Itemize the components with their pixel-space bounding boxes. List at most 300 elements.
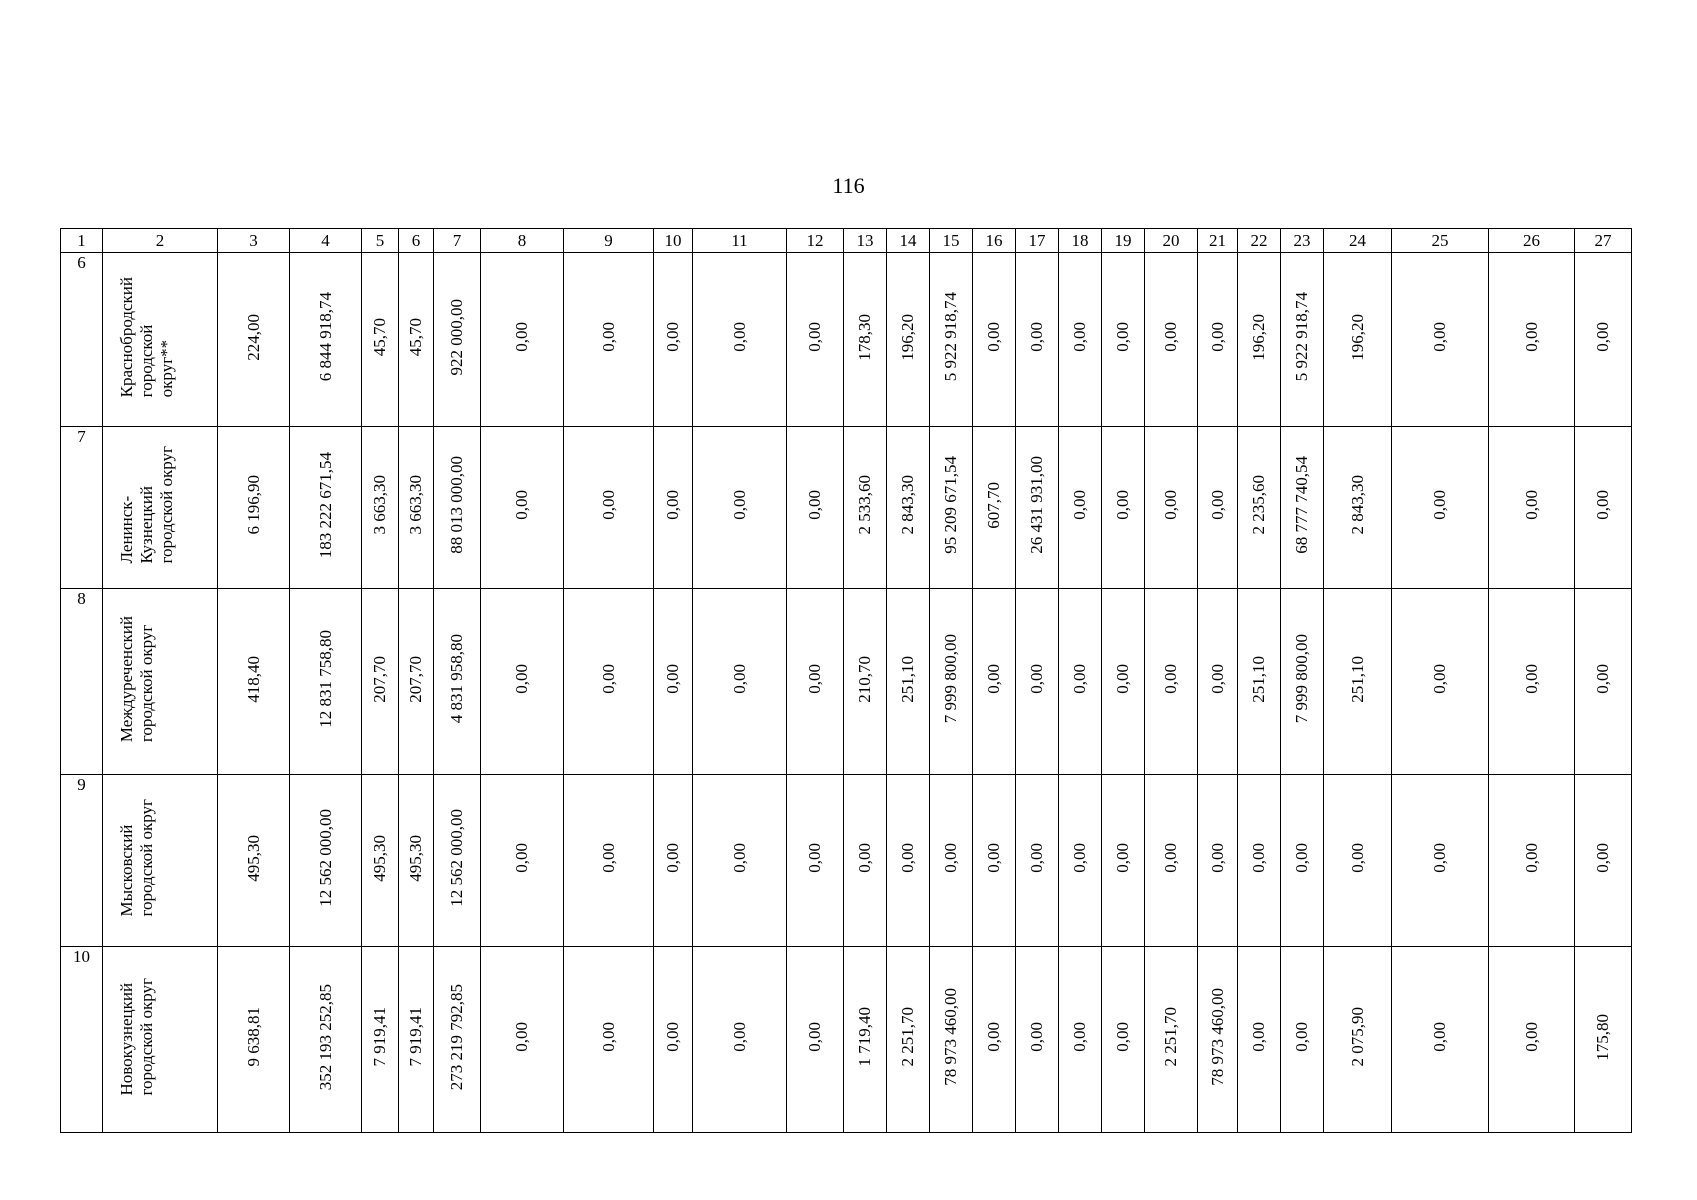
value-cell-col-11 — [693, 589, 787, 775]
value-cell-col-24 — [1324, 589, 1392, 775]
value-cell-col-22 — [1238, 427, 1281, 589]
value-cell-col-23 — [1281, 947, 1324, 1133]
municipality-name-cell — [103, 589, 218, 775]
cell-value: 0,00 — [729, 322, 749, 352]
value-cell-col-20 — [1145, 427, 1198, 589]
row-number: 8 — [61, 589, 103, 775]
cell-value: 0,00 — [1207, 490, 1227, 520]
cell-value: 88 013 000,00 — [447, 456, 466, 554]
value-cell-col-21 — [1198, 589, 1238, 775]
cell-value: 26 431 931,00 — [1027, 456, 1046, 554]
cell-value: 0,00 — [1161, 664, 1180, 694]
value-cell-col-6 — [399, 775, 434, 947]
cell-value: 12 562 000,00 — [447, 809, 466, 907]
cell-value: 2 533,60 — [855, 475, 874, 535]
cell-value: 0,00 — [1593, 490, 1612, 520]
cell-value: 0,00 — [1430, 1022, 1449, 1052]
municipality-name-cell — [103, 947, 218, 1133]
cell-value: 0,00 — [1430, 843, 1449, 873]
value-cell-col-14 — [887, 427, 930, 589]
table-body — [61, 229, 1632, 1133]
cell-value: 495,30 — [370, 834, 389, 882]
cell-value: 0,00 — [663, 1022, 682, 1052]
cell-value: 2 251,70 — [1161, 1007, 1180, 1067]
cell-value: 178,30 — [855, 313, 874, 361]
cell-value: 0,00 — [1430, 664, 1449, 694]
value-cell-col-20 — [1145, 775, 1198, 947]
cell-value: 0,00 — [512, 490, 531, 520]
column-number-22: 22 — [1238, 229, 1281, 253]
cell-value: 0,00 — [598, 664, 618, 694]
value-cell-col-7 — [434, 775, 481, 947]
cell-value: 0,00 — [805, 322, 824, 352]
value-cell-col-19 — [1102, 947, 1145, 1133]
cell-value: 196,20 — [1347, 313, 1367, 361]
cell-value: 0,00 — [598, 843, 618, 873]
cell-value: 418,40 — [243, 655, 263, 703]
column-number-16: 16 — [973, 229, 1016, 253]
value-cell-col-7 — [434, 947, 481, 1133]
value-cell-col-21 — [1198, 947, 1238, 1133]
value-cell-col-22 — [1238, 947, 1281, 1133]
value-cell-col-16 — [973, 589, 1016, 775]
value-cell-col-18 — [1059, 427, 1102, 589]
cell-value: 78 973 460,00 — [1207, 988, 1227, 1086]
cell-value: 0,00 — [512, 664, 531, 694]
value-cell-col-18 — [1059, 775, 1102, 947]
value-cell-col-19 — [1102, 427, 1145, 589]
value-cell-col-12 — [787, 589, 844, 775]
cell-value: 251,10 — [898, 655, 917, 703]
value-cell-col-11 — [693, 427, 787, 589]
column-number-24: 24 — [1324, 229, 1392, 253]
column-number-3: 3 — [218, 229, 290, 253]
cell-value: 78 973 460,00 — [941, 988, 960, 1086]
column-number-18: 18 — [1059, 229, 1102, 253]
value-cell-col-11 — [693, 775, 787, 947]
cell-value: 0,00 — [941, 843, 960, 873]
value-cell-col-26 — [1489, 253, 1575, 427]
value-cell-col-9 — [564, 427, 654, 589]
value-cell-col-12 — [787, 427, 844, 589]
value-cell-col-8 — [481, 253, 564, 427]
value-cell-col-26 — [1489, 589, 1575, 775]
cell-value: 207,70 — [406, 655, 425, 703]
value-cell-col-13 — [844, 589, 887, 775]
row-number: 6 — [61, 253, 103, 427]
value-cell-col-26 — [1489, 947, 1575, 1133]
value-cell-col-11 — [693, 947, 787, 1133]
cell-value: 0,00 — [1113, 664, 1132, 694]
cell-value: 0,00 — [805, 664, 824, 694]
value-cell-col-3 — [218, 775, 290, 947]
column-number-12: 12 — [787, 229, 844, 253]
cell-value: 0,00 — [1027, 1022, 1046, 1052]
cell-value: 0,00 — [1249, 1022, 1268, 1052]
cell-value: 0,00 — [1161, 322, 1180, 352]
cell-value: 6 844 918,74 — [315, 292, 335, 382]
value-cell-col-17 — [1016, 253, 1059, 427]
value-cell-col-27 — [1575, 427, 1632, 589]
municipality-name: Междуреченский городской округ — [117, 615, 156, 743]
cell-value: 2 251,70 — [898, 1007, 917, 1067]
cell-value: 0,00 — [1292, 1022, 1311, 1052]
column-number-17: 17 — [1016, 229, 1059, 253]
cell-value: 0,00 — [1070, 843, 1089, 873]
value-cell-col-23 — [1281, 427, 1324, 589]
value-cell-col-5 — [362, 947, 399, 1133]
value-cell-col-27 — [1575, 253, 1632, 427]
cell-value: 0,00 — [1027, 843, 1046, 873]
value-cell-col-13 — [844, 947, 887, 1133]
cell-value: 196,20 — [898, 313, 917, 361]
value-cell-col-17 — [1016, 427, 1059, 589]
row-number: 9 — [61, 775, 103, 947]
value-cell-col-9 — [564, 589, 654, 775]
value-cell-col-25 — [1392, 589, 1489, 775]
page-number: 116 — [832, 173, 865, 198]
value-cell-col-20 — [1145, 589, 1198, 775]
value-cell-col-15 — [930, 775, 973, 947]
value-cell-col-22 — [1238, 589, 1281, 775]
table-row — [61, 589, 1632, 775]
column-number-10: 10 — [654, 229, 693, 253]
value-cell-col-9 — [564, 253, 654, 427]
cell-value: 3 663,30 — [370, 475, 389, 535]
cell-value: 0,00 — [1027, 322, 1046, 352]
value-cell-col-23 — [1281, 589, 1324, 775]
value-cell-col-12 — [787, 947, 844, 1133]
cell-value: 0,00 — [1207, 843, 1227, 873]
cell-value: 0,00 — [984, 664, 1003, 694]
value-cell-col-26 — [1489, 427, 1575, 589]
value-cell-col-6 — [399, 253, 434, 427]
cell-value: 45,70 — [406, 317, 425, 357]
cell-value: 0,00 — [663, 843, 682, 873]
value-cell-col-3 — [218, 427, 290, 589]
municipality-name-cell — [103, 253, 218, 427]
cell-value: 0,00 — [663, 490, 682, 520]
cell-value: 0,00 — [855, 843, 874, 873]
cell-value: 251,10 — [1347, 655, 1367, 703]
column-number-4: 4 — [290, 229, 362, 253]
cell-value: 68 777 740,54 — [1292, 456, 1311, 554]
value-cell-col-7 — [434, 589, 481, 775]
cell-value: 2 075,90 — [1347, 1007, 1367, 1067]
column-number-2: 2 — [103, 229, 218, 253]
value-cell-col-25 — [1392, 253, 1489, 427]
cell-value: 0,00 — [1521, 490, 1541, 520]
value-cell-col-22 — [1238, 775, 1281, 947]
cell-value: 0,00 — [1070, 664, 1089, 694]
cell-value: 12 562 000,00 — [315, 809, 335, 907]
value-cell-col-12 — [787, 775, 844, 947]
value-cell-col-9 — [564, 947, 654, 1133]
cell-value: 0,00 — [1593, 322, 1612, 352]
cell-value: 0,00 — [598, 322, 618, 352]
cell-value: 0,00 — [512, 1022, 531, 1052]
cell-value: 12 831 758,80 — [315, 630, 335, 728]
value-cell-col-24 — [1324, 775, 1392, 947]
value-cell-col-6 — [399, 427, 434, 589]
cell-value: 0,00 — [598, 1022, 618, 1052]
cell-value: 5 922 918,74 — [1292, 292, 1311, 382]
value-cell-col-22 — [1238, 253, 1281, 427]
cell-value: 1 719,40 — [855, 1007, 874, 1067]
value-cell-col-3 — [218, 253, 290, 427]
cell-value: 45,70 — [370, 317, 389, 357]
value-cell-col-25 — [1392, 775, 1489, 947]
value-cell-col-23 — [1281, 253, 1324, 427]
cell-value: 207,70 — [370, 655, 389, 703]
value-cell-col-12 — [787, 253, 844, 427]
data-table — [60, 228, 1632, 1133]
cell-value: 0,00 — [729, 664, 749, 694]
municipality-name-cell — [103, 427, 218, 589]
value-cell-col-10 — [654, 589, 693, 775]
cell-value: 273 219 792,85 — [447, 983, 466, 1091]
value-cell-col-9 — [564, 775, 654, 947]
value-cell-col-5 — [362, 589, 399, 775]
cell-value: 0,00 — [1113, 843, 1132, 873]
cell-value: 7 999 800,00 — [1292, 634, 1311, 724]
value-cell-col-4 — [290, 775, 362, 947]
value-cell-col-6 — [399, 589, 434, 775]
column-number-21: 21 — [1198, 229, 1238, 253]
cell-value: 0,00 — [1207, 322, 1227, 352]
value-cell-col-15 — [930, 427, 973, 589]
value-cell-col-5 — [362, 253, 399, 427]
value-cell-col-16 — [973, 947, 1016, 1133]
value-cell-col-5 — [362, 427, 399, 589]
value-cell-col-21 — [1198, 427, 1238, 589]
value-cell-col-7 — [434, 253, 481, 427]
table-row — [61, 947, 1632, 1133]
value-cell-col-13 — [844, 253, 887, 427]
cell-value: 0,00 — [984, 322, 1003, 352]
value-cell-col-6 — [399, 947, 434, 1133]
cell-value: 0,00 — [1207, 664, 1227, 694]
value-cell-col-27 — [1575, 775, 1632, 947]
cell-value: 922 000,00 — [447, 298, 466, 376]
value-cell-col-3 — [218, 947, 290, 1133]
cell-value: 0,00 — [729, 490, 749, 520]
value-cell-col-8 — [481, 775, 564, 947]
value-cell-col-23 — [1281, 775, 1324, 947]
cell-value: 0,00 — [1521, 1022, 1541, 1052]
cell-value: 0,00 — [1430, 322, 1449, 352]
table-row — [61, 253, 1632, 427]
column-number-7: 7 — [434, 229, 481, 253]
cell-value: 175,80 — [1593, 1013, 1612, 1061]
value-cell-col-27 — [1575, 947, 1632, 1133]
value-cell-col-5 — [362, 775, 399, 947]
column-number-19: 19 — [1102, 229, 1145, 253]
cell-value: 0,00 — [1593, 843, 1612, 873]
cell-value: 0,00 — [729, 843, 749, 873]
municipality-name: Ленинск- Кузнецкий городской округ — [117, 446, 176, 564]
cell-value: 2 843,30 — [1347, 475, 1367, 535]
cell-value: 5 922 918,74 — [941, 292, 960, 382]
column-number-27: 27 — [1575, 229, 1632, 253]
value-cell-col-13 — [844, 775, 887, 947]
column-number-15: 15 — [930, 229, 973, 253]
value-cell-col-24 — [1324, 253, 1392, 427]
cell-value: 0,00 — [1070, 490, 1089, 520]
cell-value: 0,00 — [663, 664, 682, 694]
cell-value: 196,20 — [1249, 313, 1268, 361]
municipality-name: Новокузнецкий городской округ — [117, 978, 156, 1096]
column-number-25: 25 — [1392, 229, 1489, 253]
municipality-name: Краснобродский городской округ** — [117, 276, 176, 398]
cell-value: 0,00 — [984, 1022, 1003, 1052]
value-cell-col-17 — [1016, 947, 1059, 1133]
value-cell-col-4 — [290, 427, 362, 589]
cell-value: 0,00 — [805, 1022, 824, 1052]
cell-value: 0,00 — [512, 843, 531, 873]
cell-value: 0,00 — [805, 490, 824, 520]
cell-value: 3 663,30 — [406, 475, 425, 535]
municipality-name-cell — [103, 775, 218, 947]
column-number-20: 20 — [1145, 229, 1198, 253]
value-cell-col-11 — [693, 253, 787, 427]
cell-value: 6 196,90 — [243, 475, 263, 535]
cell-value: 0,00 — [1593, 664, 1612, 694]
table-row — [61, 775, 1632, 947]
cell-value: 224,00 — [243, 313, 263, 361]
cell-value: 352 193 252,85 — [315, 983, 335, 1091]
column-number-1: 1 — [61, 229, 103, 253]
cell-value: 0,00 — [512, 322, 531, 352]
cell-value: 607,70 — [984, 481, 1003, 529]
column-number-14: 14 — [887, 229, 930, 253]
cell-value: 4 831 958,80 — [447, 634, 466, 724]
cell-value: 0,00 — [1070, 322, 1089, 352]
value-cell-col-16 — [973, 427, 1016, 589]
cell-value: 495,30 — [406, 834, 425, 882]
cell-value: 183 222 671,54 — [315, 451, 335, 559]
cell-value: 0,00 — [984, 843, 1003, 873]
value-cell-col-4 — [290, 589, 362, 775]
value-cell-col-24 — [1324, 947, 1392, 1133]
column-number-header-row — [61, 229, 1632, 253]
cell-value: 0,00 — [1249, 843, 1268, 873]
cell-value: 0,00 — [1113, 322, 1132, 352]
column-number-5: 5 — [362, 229, 399, 253]
cell-value: 0,00 — [1113, 1022, 1132, 1052]
cell-value: 0,00 — [1113, 490, 1132, 520]
cell-value: 0,00 — [1521, 843, 1541, 873]
cell-value: 0,00 — [1292, 843, 1311, 873]
cell-value: 7 919,41 — [406, 1007, 425, 1067]
municipality-name: Мысковский городской округ — [117, 799, 156, 917]
value-cell-col-8 — [481, 947, 564, 1133]
value-cell-col-8 — [481, 427, 564, 589]
row-number: 7 — [61, 427, 103, 589]
value-cell-col-16 — [973, 775, 1016, 947]
value-cell-col-17 — [1016, 775, 1059, 947]
value-cell-col-10 — [654, 947, 693, 1133]
cell-value: 0,00 — [729, 1022, 749, 1052]
value-cell-col-14 — [887, 253, 930, 427]
cell-value: 0,00 — [1027, 664, 1046, 694]
cell-value: 95 209 671,54 — [941, 456, 960, 554]
value-cell-col-7 — [434, 427, 481, 589]
value-cell-col-25 — [1392, 427, 1489, 589]
cell-value: 0,00 — [1521, 664, 1541, 694]
value-cell-col-18 — [1059, 253, 1102, 427]
cell-value: 0,00 — [1430, 490, 1449, 520]
value-cell-col-15 — [930, 589, 973, 775]
value-cell-col-24 — [1324, 427, 1392, 589]
value-cell-col-25 — [1392, 947, 1489, 1133]
cell-value: 9 638,81 — [243, 1007, 263, 1067]
cell-value: 2 235,60 — [1249, 475, 1268, 535]
row-number: 10 — [61, 947, 103, 1133]
cell-value: 0,00 — [598, 490, 618, 520]
cell-value: 0,00 — [663, 322, 682, 352]
cell-value: 0,00 — [1161, 843, 1180, 873]
cell-value: 0,00 — [898, 843, 917, 873]
value-cell-col-8 — [481, 589, 564, 775]
value-cell-col-19 — [1102, 589, 1145, 775]
cell-value: 7 999 800,00 — [941, 634, 960, 724]
value-cell-col-15 — [930, 947, 973, 1133]
value-cell-col-15 — [930, 253, 973, 427]
cell-value: 0,00 — [1521, 322, 1541, 352]
value-cell-col-21 — [1198, 775, 1238, 947]
value-cell-col-14 — [887, 589, 930, 775]
cell-value: 7 919,41 — [370, 1007, 389, 1067]
cell-value: 0,00 — [1070, 1022, 1089, 1052]
value-cell-col-20 — [1145, 253, 1198, 427]
column-number-8: 8 — [481, 229, 564, 253]
value-cell-col-14 — [887, 775, 930, 947]
value-cell-col-18 — [1059, 589, 1102, 775]
cell-value: 0,00 — [805, 843, 824, 873]
table-row — [61, 427, 1632, 589]
value-cell-col-26 — [1489, 775, 1575, 947]
value-cell-col-4 — [290, 947, 362, 1133]
value-cell-col-13 — [844, 427, 887, 589]
cell-value: 2 843,30 — [898, 475, 917, 535]
column-number-11: 11 — [693, 229, 787, 253]
value-cell-col-10 — [654, 427, 693, 589]
value-cell-col-20 — [1145, 947, 1198, 1133]
column-number-9: 9 — [564, 229, 654, 253]
value-cell-col-16 — [973, 253, 1016, 427]
column-number-13: 13 — [844, 229, 887, 253]
column-number-6: 6 — [399, 229, 434, 253]
cell-value: 251,10 — [1249, 655, 1268, 703]
value-cell-col-18 — [1059, 947, 1102, 1133]
value-cell-col-27 — [1575, 589, 1632, 775]
value-cell-col-3 — [218, 589, 290, 775]
value-cell-col-4 — [290, 253, 362, 427]
value-cell-col-10 — [654, 253, 693, 427]
cell-value: 210,70 — [855, 655, 874, 703]
value-cell-col-21 — [1198, 253, 1238, 427]
cell-value: 495,30 — [243, 834, 263, 882]
value-cell-col-14 — [887, 947, 930, 1133]
cell-value: 0,00 — [1347, 843, 1367, 873]
column-number-26: 26 — [1489, 229, 1575, 253]
cell-value: 0,00 — [1161, 490, 1180, 520]
column-number-23: 23 — [1281, 229, 1324, 253]
value-cell-col-10 — [654, 775, 693, 947]
value-cell-col-17 — [1016, 589, 1059, 775]
value-cell-col-19 — [1102, 253, 1145, 427]
